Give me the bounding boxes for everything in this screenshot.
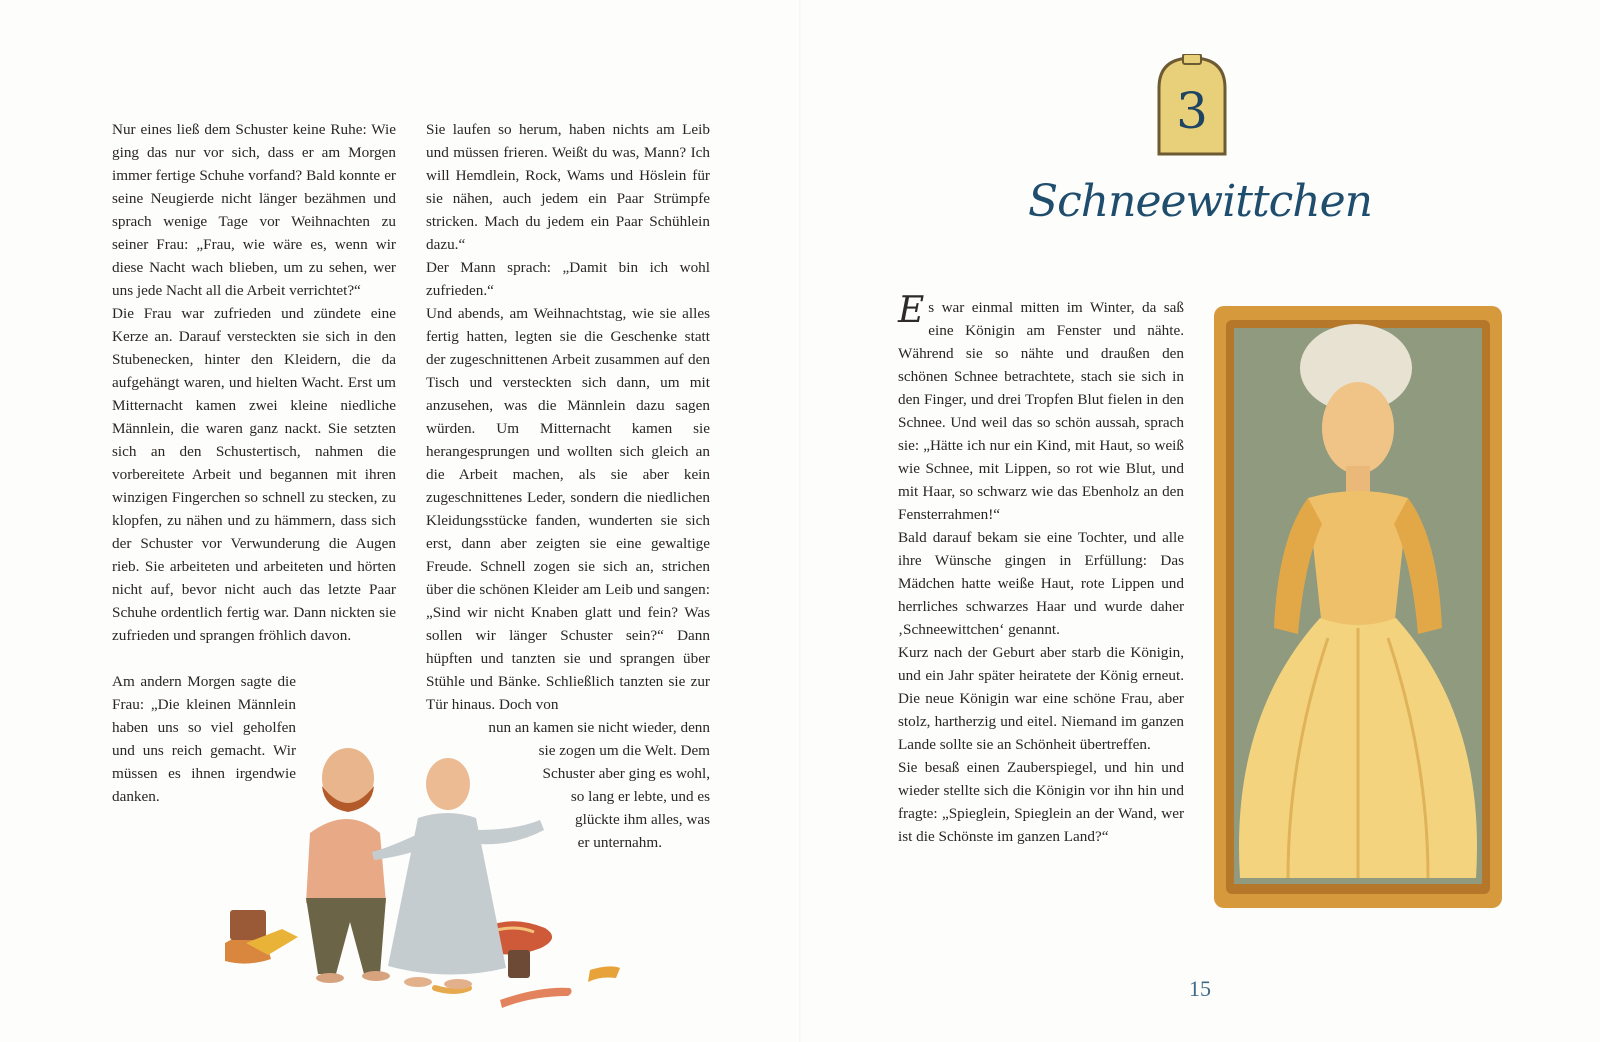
text-line: sie zogen um die Welt. Dem [538,742,710,759]
elf-trousers [306,898,386,974]
text-line: glückte ihm alles, was [575,811,710,828]
right-page-column [898,290,1184,848]
text-line: Schuster aber ging es wohl, [542,765,710,782]
boot [230,910,266,940]
book-gutter [799,0,801,1042]
paragraph: Der Mann sprach: „Damit bin ich wohl zufrieden.“ [426,259,710,299]
arched-gold-plaque-icon [1155,54,1229,158]
elf-torso [306,819,386,908]
chapter-title: Schneewittchen [1028,176,1372,227]
paragraph: Kurz nach der Geburt aber starb die Königin, und ein Jahr später heiratete der König erneut. Die neue Königin war eine schöne Frau, aber stolz, hartherzig und eitel. Niemand im ganzen Lande sollte sie an Schönheit übertreffen. [898,644,1184,753]
elf-head [426,758,470,810]
paragraph: Nur eines ließ dem Schuster keine Ruhe: Wie ging das nur vor sich, dass er am Morgen immer fertige Schuhe vorfand? Bald konnte er seine Neugierde nicht länger bezähmen und sprach wenige Tage vor Weihnachten zu seiner Frau: „Frau, wie wäre es, wenn wir diese Nacht wach blieben, um zu sehen, wer uns jede Nacht all die Arbeit verrichtet?“ [112,121,396,299]
elves-illustration [190,738,650,1028]
chapter-number: 3 [1176,82,1208,140]
text-line: er unternahm. [577,834,662,851]
text-line: nun an kamen sie nicht wieder, denn [488,719,710,736]
paragraph: Und abends, am Weihnachtstag, wie sie alles fertig hatten, legten sie die Geschenke statt der zugeschnittenen Arbeit zusammen auf den Tisch und versteckten sich dann, um mit anzusehen, was die Männlein dazu sagen würden. Um Mitternacht kamen sie herangesprungen und wollten sich gleich an die Arbeit machen, als sie aber kein zugeschnittenes Leder, sondern die niedlichen Kleidungsstücke fanden, wunderten sie sich erst, dann aber zeigten sie eine gewaltige Freude. Schnell zogen sie sich an, strichen über die schönen Kleider am Leib und sangen: „Sind wir nicht Knaben glatt und fein? Was sollen wir länger Schuster sein?“ Dann hüpften und tanzten sie und sprangen über Stühle und Bänke. Schließlich tanzten sie zur Tür hinaus. Doch von [426,305,710,713]
left-page-column-1 [112,118,396,808]
queen-portrait-illustration [1208,298,1508,916]
fabric-scrap [588,966,620,982]
paragraph: Sie laufen so herum, haben nichts am Leib und müssen frieren. Weißt du was, Mann? Ich will Hemdlein, Rock, Wams und Höslein für sie nähen, auch jedem ein Paar Strümpfe stricken. Mach du jedem ein Paar Schühlein dazu.“ [426,121,710,253]
paragraph [898,290,1184,526]
queen-face [1322,382,1394,474]
text-line: so lang er lebte, und es [570,788,710,805]
shoe [508,950,530,978]
paragraph-text: s war einmal mitten im Winter, da saß eine Königin am Fenster und nähte. Während sie so nähte und draußen den schönen Schnee betrachtete, stach sie sich in den Finger, und drei Tropfen Blut fielen in den Schnee. Und weil das so schön aussah, sprach sie: „Hätte ich nur ein Kind, mit Haut, so weiß wie Schnee, mit Lippen, so rot wie Blut, und mit Haar, so schwarz wie das Ebenholz an den Fensterrahmen!“ [898,299,1184,523]
fabric-scrap [500,988,572,1008]
queen-bodice [1308,491,1408,635]
paragraph: Bald darauf bekam sie eine Tochter, und alle ihre Wünsche gingen in Erfüllung: Das Mädchen hatte weiße Haut, rote Lippen und herrliches schwarzes Haar und wurde daher ‚Schneewittchen‘ genannt. [898,529,1184,638]
paragraph: Die Frau war zufrieden und zündete eine Kerze an. Darauf versteckten sie sich in den Stubenecken, hinter den Kleidern, die da aufgehängt waren, und hielten Wacht. Erst um Mitternacht kamen zwei kleine niedliche Männlein, die waren ganz nackt. Sie setzten sich an den Schustertisch, nahmen die vorbereitete Arbeit und begannen mit ihren winzigen Fingerchen so schnell zu stecken, zu klopfen, zu nähen und zu hämmern, dass sich der Schuster vor Verwunderung die Augen rieb. Sie arbeiteten und arbeiteten und hörten nicht auf, bevor nicht auch das letzte Paar Schuhe ordentlich fertig war. Dann nickten sie zufrieden und sprangen fröhlich davon. [112,305,396,644]
paragraph: Sie besaß einen Zauberspiegel, und hin und wieder stellte sich die Königin vor ihn hin und fragte: „Spieglein, Spieglein an der Wand, wer ist die Schönste im ganzen Land?“ [898,759,1184,845]
drop-cap: E [898,290,925,331]
page-number: 15 [1189,976,1211,1001]
paragraph: Am andern Morgen sagte die Frau: „Die kleinen Männlein haben uns so viel geholfen und uns reich gemacht. Wir müssen es ihnen irgendwie danken. [112,673,296,805]
